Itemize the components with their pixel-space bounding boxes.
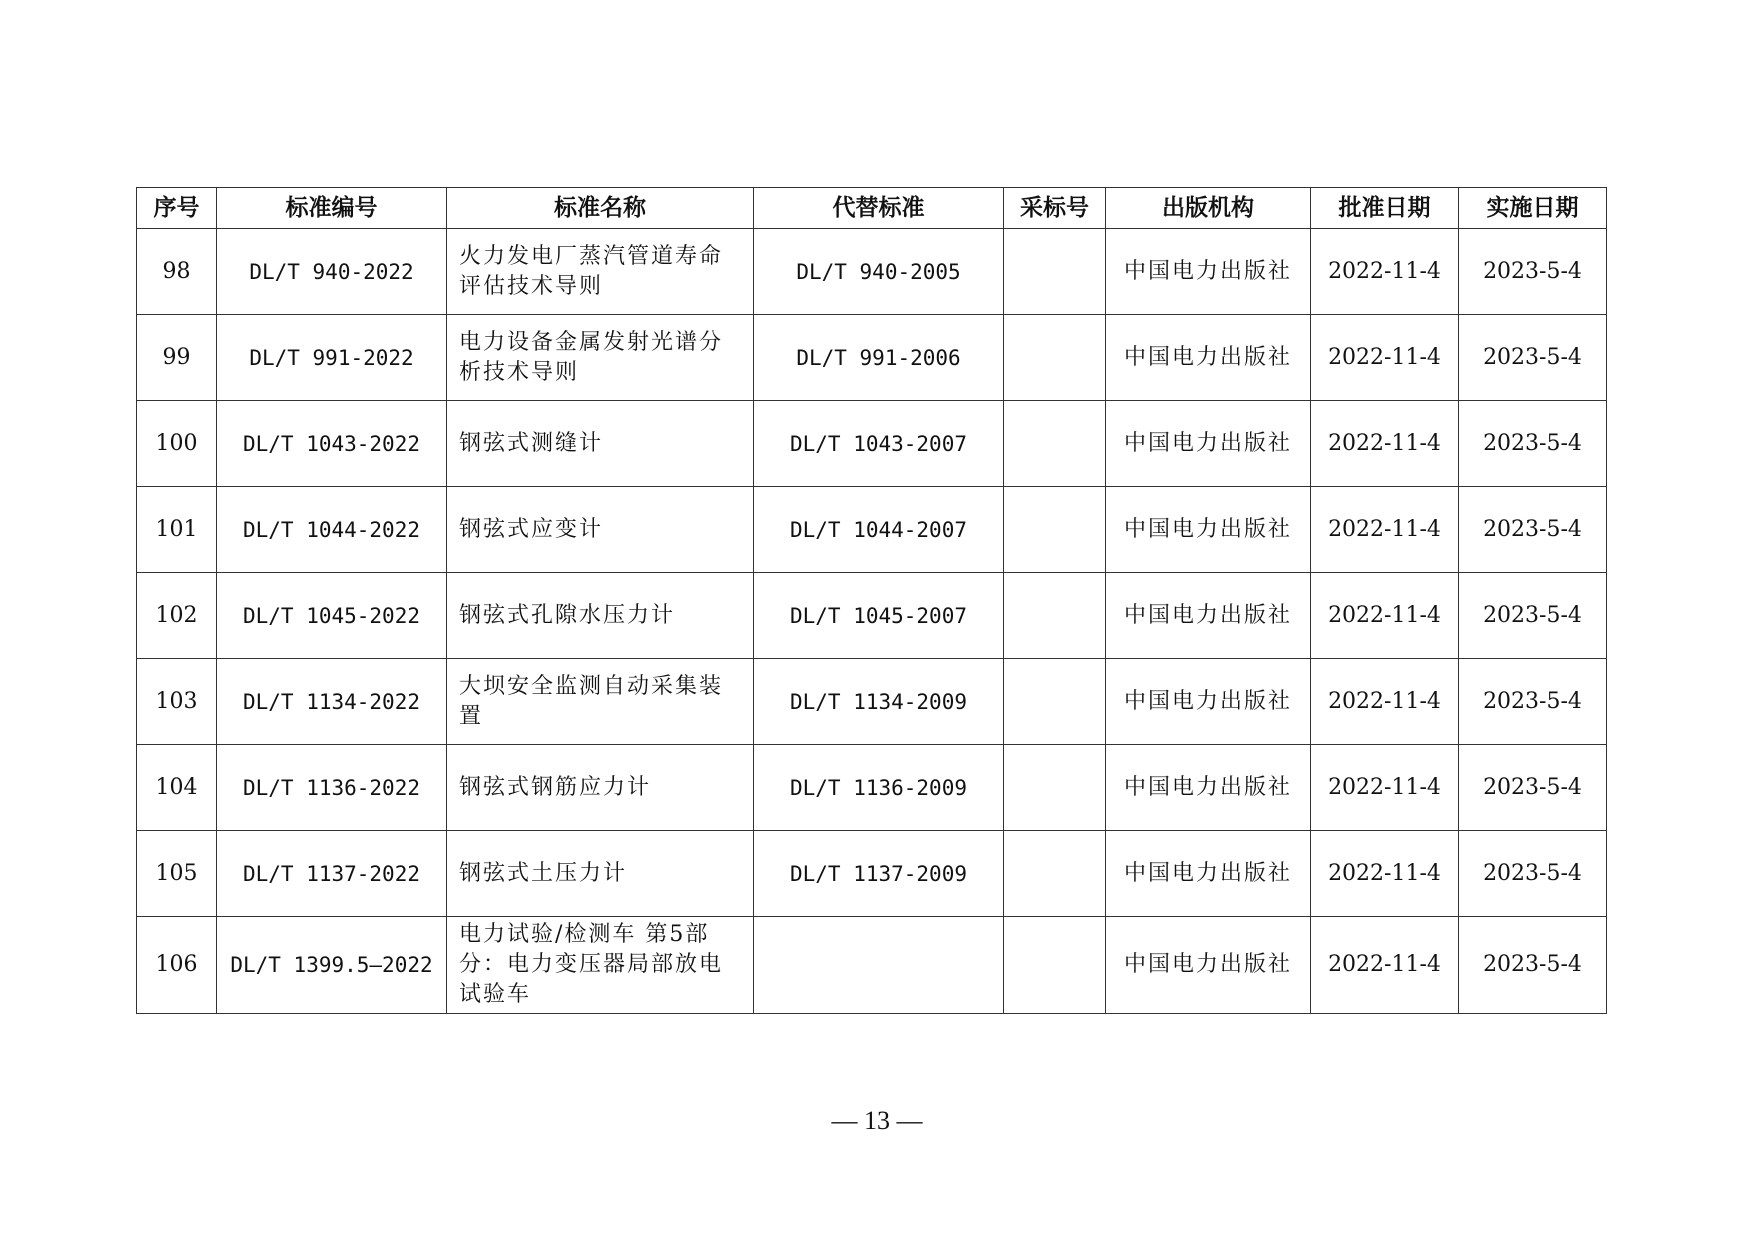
row-name: 火力发电厂蒸汽管道寿命评估技术导则 — [447, 229, 754, 315]
row-approved: 2022-11-4 — [1311, 229, 1459, 315]
row-replaces: DL/T 991-2006 — [754, 315, 1004, 401]
row-no: 98 — [137, 229, 217, 315]
row-effective: 2023-5-4 — [1459, 917, 1607, 1014]
standards-table — [136, 187, 1607, 1014]
row-name: 钢弦式测缝计 — [447, 401, 754, 487]
row-no: 100 — [137, 401, 217, 487]
row-approved: 2022-11-4 — [1311, 401, 1459, 487]
row-code: DL/T 1043-2022 — [217, 401, 447, 487]
row-effective: 2023-5-4 — [1459, 659, 1607, 745]
header-no: 序号 — [137, 188, 217, 229]
table-row — [137, 659, 1607, 745]
row-adopted — [1004, 401, 1106, 487]
header-name: 标准名称 — [447, 188, 754, 229]
row-adopted — [1004, 229, 1106, 315]
row-adopted — [1004, 917, 1106, 1014]
table-row — [137, 401, 1607, 487]
row-name: 钢弦式孔隙水压力计 — [447, 573, 754, 659]
row-effective: 2023-5-4 — [1459, 401, 1607, 487]
header-code: 标准编号 — [217, 188, 447, 229]
row-no: 105 — [137, 831, 217, 917]
row-publisher: 中国电力出版社 — [1106, 659, 1311, 745]
page-number: — 13 — — [831, 1106, 923, 1135]
row-replaces: DL/T 940-2005 — [754, 229, 1004, 315]
row-publisher: 中国电力出版社 — [1106, 831, 1311, 917]
row-no: 101 — [137, 487, 217, 573]
row-approved: 2022-11-4 — [1311, 831, 1459, 917]
table-row — [137, 917, 1607, 1014]
row-adopted — [1004, 315, 1106, 401]
row-adopted — [1004, 659, 1106, 745]
row-replaces: DL/T 1044-2007 — [754, 487, 1004, 573]
row-replaces — [754, 917, 1004, 1014]
header-effective: 实施日期 — [1459, 188, 1607, 229]
table-row — [137, 831, 1607, 917]
row-code: DL/T 1399.5—2022 — [217, 917, 447, 1014]
row-no: 102 — [137, 573, 217, 659]
table-row — [137, 229, 1607, 315]
row-effective: 2023-5-4 — [1459, 229, 1607, 315]
row-publisher: 中国电力出版社 — [1106, 917, 1311, 1014]
table-row — [137, 315, 1607, 401]
row-effective: 2023-5-4 — [1459, 487, 1607, 573]
table-row — [137, 745, 1607, 831]
row-name: 钢弦式钢筋应力计 — [447, 745, 754, 831]
row-publisher: 中国电力出版社 — [1106, 401, 1311, 487]
row-publisher: 中国电力出版社 — [1106, 745, 1311, 831]
header-adopted: 采标号 — [1004, 188, 1106, 229]
row-replaces: DL/T 1045-2007 — [754, 573, 1004, 659]
row-no: 104 — [137, 745, 217, 831]
row-publisher: 中国电力出版社 — [1106, 229, 1311, 315]
row-publisher: 中国电力出版社 — [1106, 315, 1311, 401]
table-row — [137, 487, 1607, 573]
row-no: 103 — [137, 659, 217, 745]
row-no: 99 — [137, 315, 217, 401]
row-approved: 2022-11-4 — [1311, 659, 1459, 745]
row-publisher: 中国电力出版社 — [1106, 573, 1311, 659]
header-publisher: 出版机构 — [1106, 188, 1311, 229]
row-effective: 2023-5-4 — [1459, 315, 1607, 401]
header-approved: 批准日期 — [1311, 188, 1459, 229]
table-row — [137, 573, 1607, 659]
row-replaces: DL/T 1136-2009 — [754, 745, 1004, 831]
header-row — [137, 188, 1607, 229]
row-adopted — [1004, 745, 1106, 831]
row-name: 电力设备金属发射光谱分析技术导则 — [447, 315, 754, 401]
row-adopted — [1004, 573, 1106, 659]
row-approved: 2022-11-4 — [1311, 315, 1459, 401]
row-approved: 2022-11-4 — [1311, 573, 1459, 659]
row-approved: 2022-11-4 — [1311, 745, 1459, 831]
row-code: DL/T 1045-2022 — [217, 573, 447, 659]
row-name: 电力试验/检测车 第5部分：电力变压器局部放电试验车 — [447, 917, 754, 1014]
row-code: DL/T 940-2022 — [217, 229, 447, 315]
header-replaces: 代替标准 — [754, 188, 1004, 229]
row-code: DL/T 1137-2022 — [217, 831, 447, 917]
row-adopted — [1004, 831, 1106, 917]
row-no: 106 — [137, 917, 217, 1014]
row-code: DL/T 1134-2022 — [217, 659, 447, 745]
row-replaces: DL/T 1043-2007 — [754, 401, 1004, 487]
row-replaces: DL/T 1137-2009 — [754, 831, 1004, 917]
row-approved: 2022-11-4 — [1311, 917, 1459, 1014]
row-name: 钢弦式土压力计 — [447, 831, 754, 917]
row-effective: 2023-5-4 — [1459, 745, 1607, 831]
row-approved: 2022-11-4 — [1311, 487, 1459, 573]
row-effective: 2023-5-4 — [1459, 831, 1607, 917]
row-effective: 2023-5-4 — [1459, 573, 1607, 659]
row-replaces: DL/T 1134-2009 — [754, 659, 1004, 745]
row-code: DL/T 1136-2022 — [217, 745, 447, 831]
row-publisher: 中国电力出版社 — [1106, 487, 1311, 573]
row-name: 钢弦式应变计 — [447, 487, 754, 573]
row-name: 大坝安全监测自动采集装置 — [447, 659, 754, 745]
row-code: DL/T 991-2022 — [217, 315, 447, 401]
row-code: DL/T 1044-2022 — [217, 487, 447, 573]
row-adopted — [1004, 487, 1106, 573]
